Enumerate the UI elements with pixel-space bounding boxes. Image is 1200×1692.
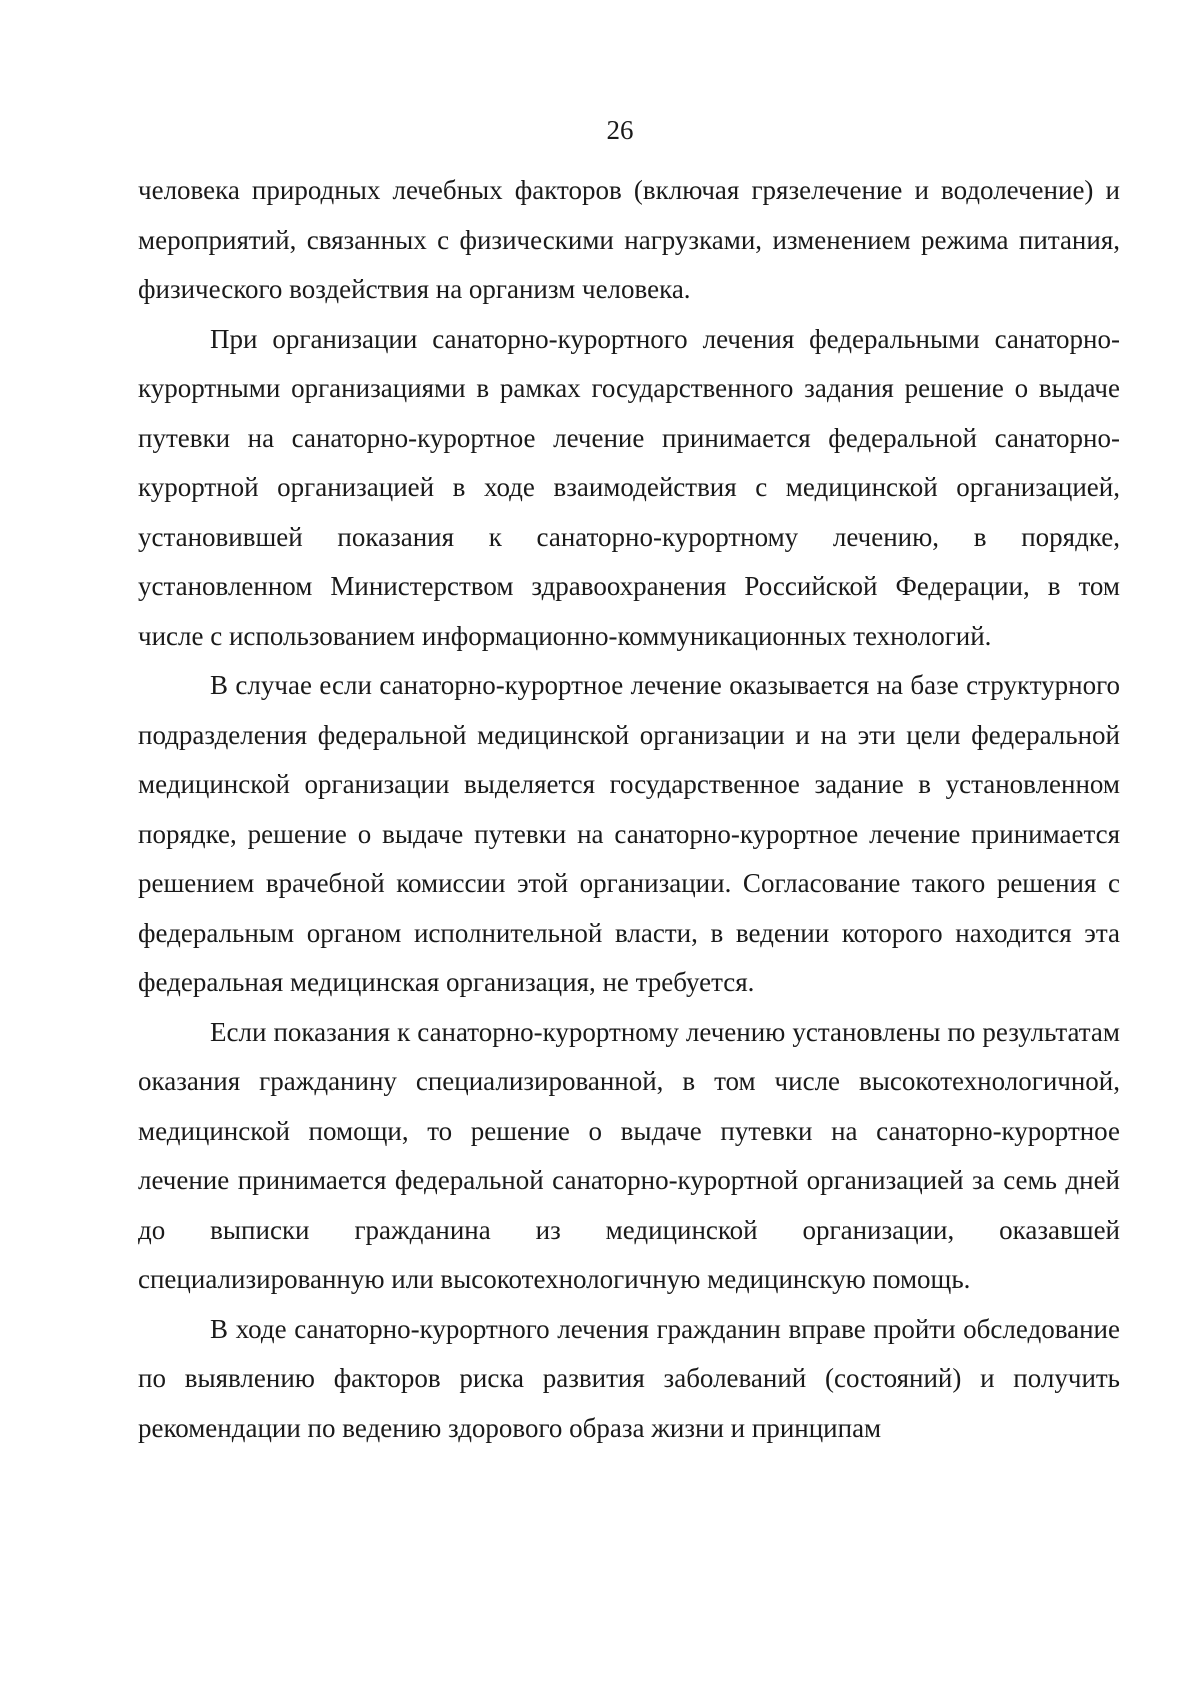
paragraph: Если показания к санаторно-курортному лечению установлены по результатам оказания гражданину специализированной, в том числе высокотехнологичной, медицинской помощи, то решение о выдаче путевки на санаторно-курортное лечение принимается федеральной санаторно-курортной организацией за семь дней до выписки гражданина из медицинской организации, оказавшей специализированную или высокотехнологичную медицинскую помощь.	[138, 1016, 1120, 1294]
paragraph: При организации санаторно-курортного лечения федеральными санаторно-курортными организациями в рамках государственного задания решение о выдаче путевки на санаторно-курортное лечение принимается федеральной санаторно-курортной организацией в ходе взаимодействия с медицинской организацией, установившей показания к санаторно-курортному лечению, в порядке, установленном Министерством здравоохранения Российской Федерации, в том числе с использованием информационно-коммуникационных технологий.	[138, 323, 1120, 651]
document-body	[138, 166, 1120, 1453]
page-number: 26	[606, 115, 634, 145]
paragraph: В случае если санаторно-курортное лечение оказывается на базе структурного подразделения федеральной медицинской организации и на эти цели федеральной медицинской организации выделяется государственное задание в установленном порядке, решение о выдаче путевки на санаторно-курортное лечение принимается решением врачебной комиссии этой организации. Согласование такого решения с федеральным органом исполнительной власти, в ведении которого находится эта федеральная медицинская организация, не требуется.	[138, 670, 1120, 997]
paragraph: В ходе санаторно-курортного лечения гражданин вправе пройти обследование по выявлению факторов риска развития заболеваний (состояний) и получить рекомендации по ведению здорового образа жизни и принципам	[138, 1313, 1120, 1443]
paragraph-continuation: человека природных лечебных факторов (включая грязелечение и водолечение) и мероприятий, связанных с физическими нагрузками, изменением режима питания, физического воздействия на организм человека.	[138, 175, 1120, 304]
